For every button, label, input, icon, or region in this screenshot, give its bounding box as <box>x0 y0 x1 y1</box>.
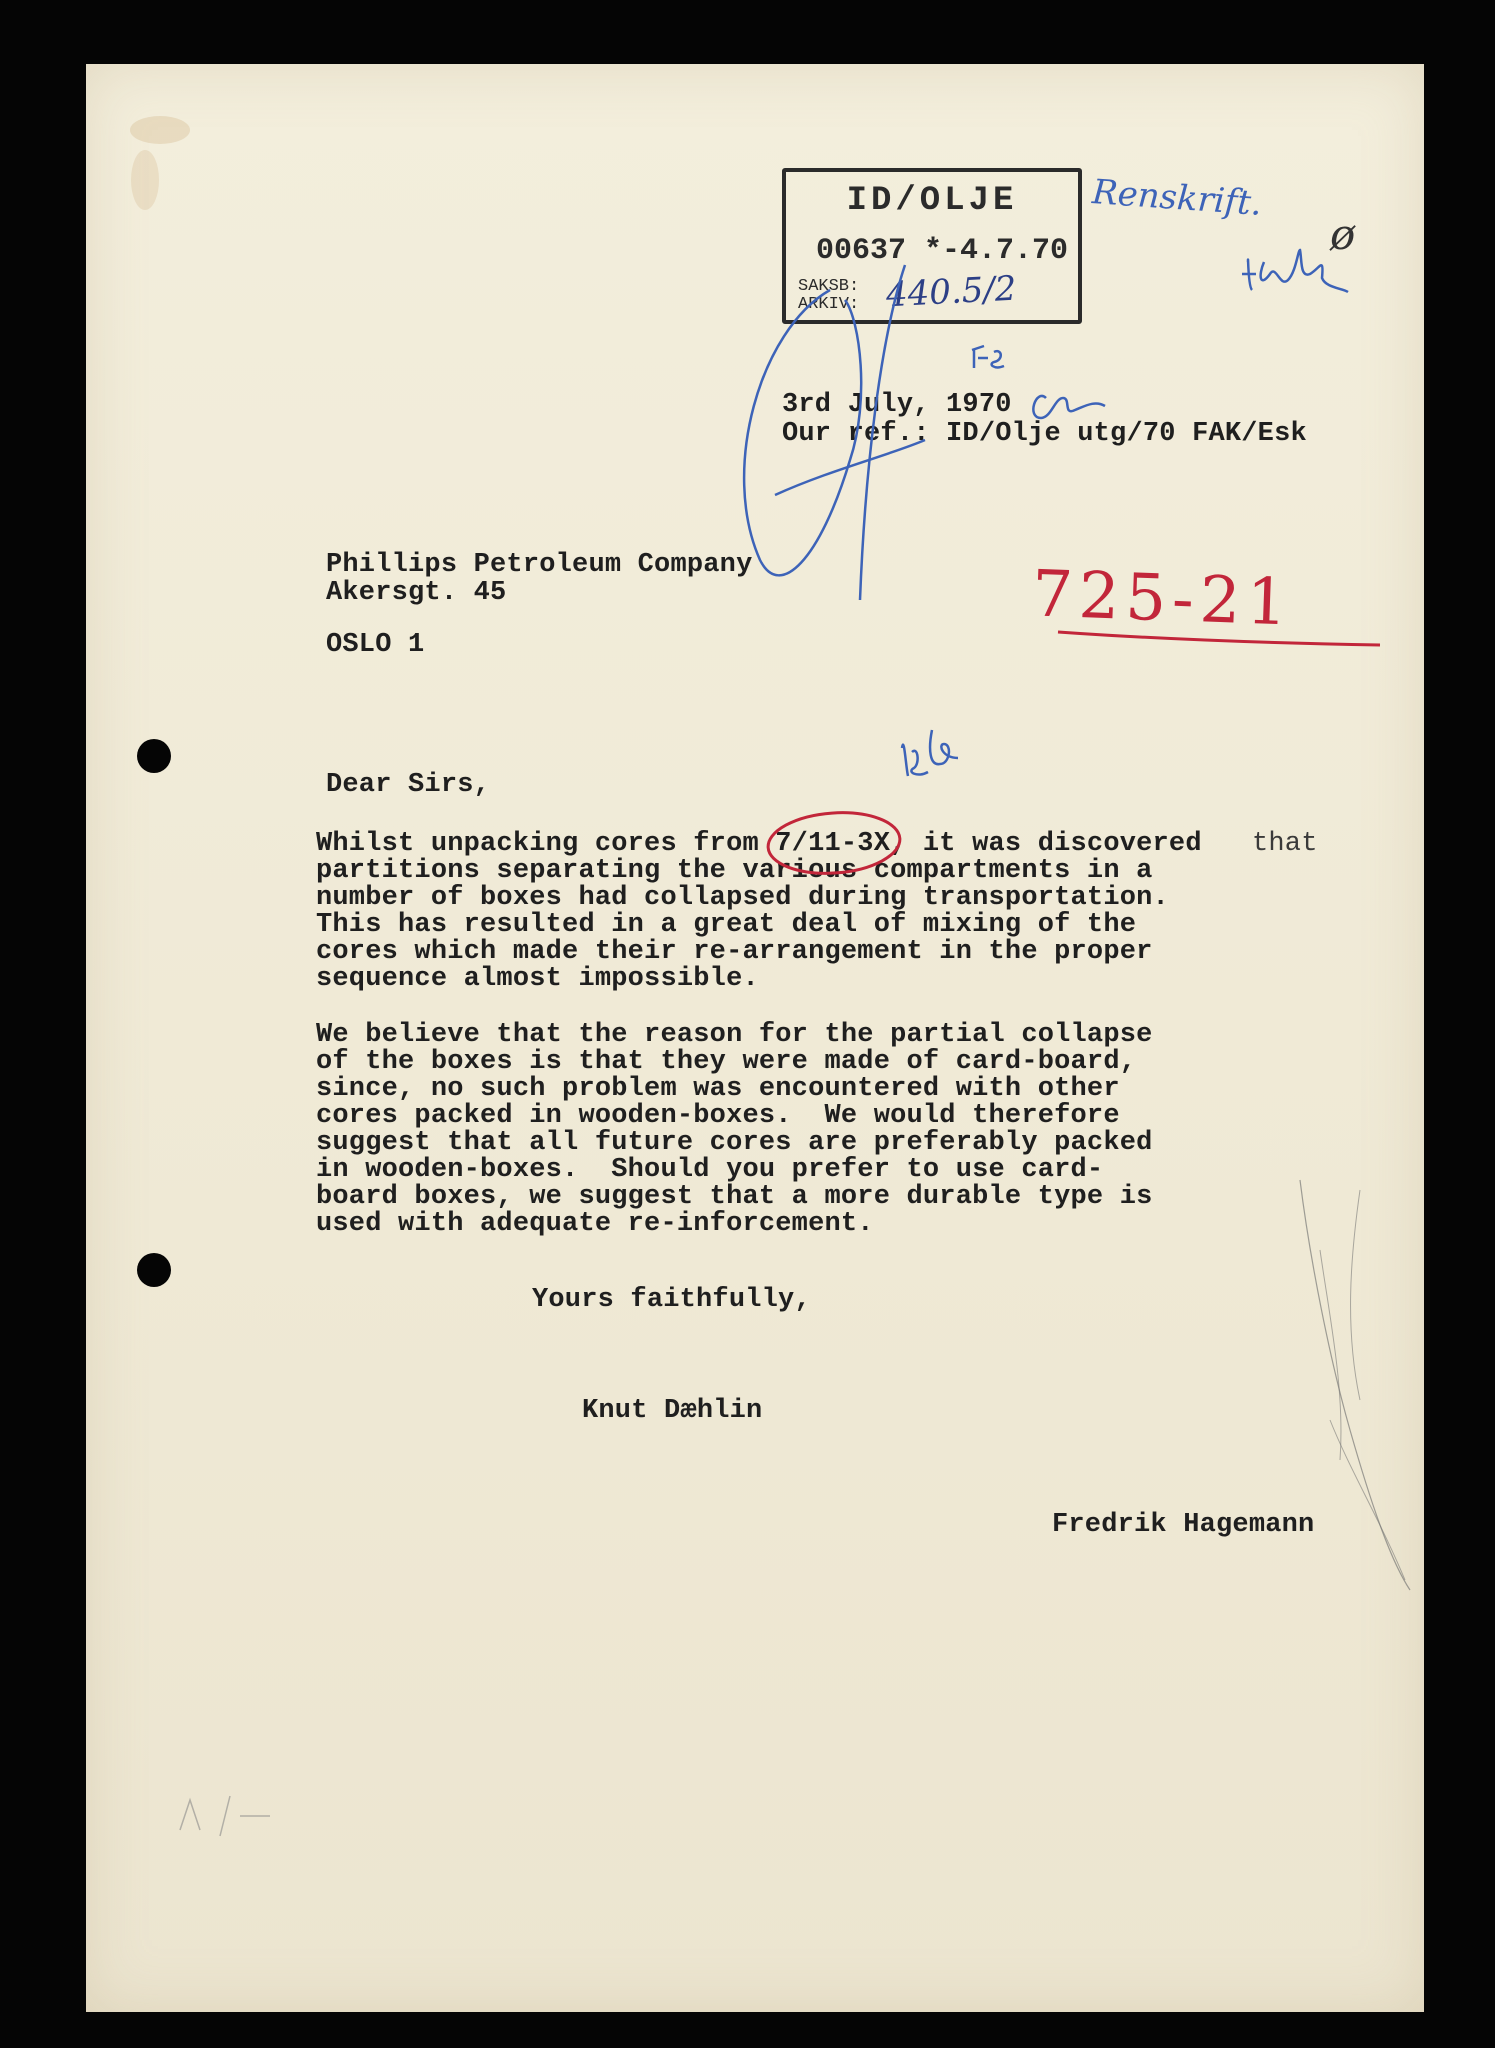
signatory-fredrik-hagemann: Fredrik Hagemann <box>1052 1510 1315 1540</box>
stamp-arkiv-label: ARKIV: <box>798 295 860 314</box>
addressee-line2: Akersgt. 45 <box>326 578 507 608</box>
addressee-line3: OSLO 1 <box>326 630 425 660</box>
paragraph1-line1: Whilst unpacking cores from 7/11-3X, it was discovered <box>316 829 1202 859</box>
stamp-title: ID/OLJE <box>846 182 1018 220</box>
paragraph2-line5: suggest that all future cores are preferably packed <box>316 1128 1153 1158</box>
stamp-saksb-label: SAKSB: <box>798 277 860 296</box>
paragraph2-line2: of the boxes is that they were made of card-board, <box>316 1047 1137 1077</box>
paragraph2-line8: used with adequate re-inforcement. <box>316 1209 874 1239</box>
closing: Yours faithfully, <box>532 1285 811 1315</box>
paragraph2-line6: in wooden-boxes. Should you prefer to use card- <box>316 1155 1104 1185</box>
paragraph2-line3: since, no such problem was encountered with other <box>316 1074 1120 1104</box>
paragraph1-line2: partitions separating the various compartments in a <box>316 856 1153 886</box>
salutation: Dear Sirs, <box>326 770 491 800</box>
paragraph2-line7: board boxes, we suggest that a more durable type is <box>316 1182 1153 1212</box>
signatory-knut-daehlin: Knut Dæhlin <box>582 1396 763 1426</box>
handwritten-symbol: ø <box>1330 210 1356 259</box>
paragraph1-line6: sequence almost impossible. <box>316 964 759 994</box>
stamp-number: 00637 *-4.7.70 <box>816 234 1069 268</box>
paragraph2-line4: cores packed in wooden-boxes. We would therefore <box>316 1101 1120 1131</box>
paragraph2-line1: We believe that the reason for the partial collapse <box>316 1020 1153 1050</box>
handwritten-reference-number: 725-21 <box>1030 557 1295 641</box>
punch-hole-bottom <box>137 1253 171 1287</box>
addressee-line1: Phillips Petroleum Company <box>326 550 753 580</box>
paragraph1-line4: This has resulted in a great deal of mixing of the <box>316 910 1137 940</box>
paragraph1-line5: cores which made their re-arrangement in the proper <box>316 937 1153 967</box>
letter-date: 3rd July, 1970 <box>782 390 1012 420</box>
handwritten-renskrift: Renskrift. <box>1090 172 1264 224</box>
stamp-arkiv-value: 440.5/2 <box>885 268 1018 316</box>
punch-hole-top <box>137 739 171 773</box>
letter-our-ref: Our ref.: ID/Olje utg/70 FAK/Esk <box>782 419 1307 449</box>
archive-stamp <box>782 168 1082 324</box>
paragraph1-line3: number of boxes had collapsed during transportation. <box>316 883 1169 913</box>
paragraph1-tail: that <box>1252 829 1318 859</box>
